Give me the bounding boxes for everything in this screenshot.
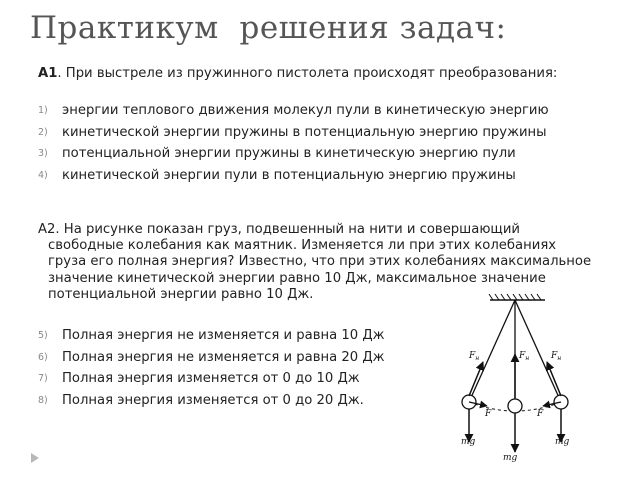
- question-a2-options: [38, 325, 385, 411]
- slide-title: Практикум решения задач:: [30, 10, 507, 46]
- option-number: 4): [38, 169, 48, 181]
- option-number: 1): [38, 105, 48, 116]
- option-3[interactable]: [38, 143, 549, 165]
- bob-center: [508, 399, 522, 413]
- option-1[interactable]: [38, 100, 549, 122]
- label-force-left: F: [485, 409, 492, 419]
- option-number: 8): [38, 394, 48, 406]
- option-text: Полная энергия изменяется от 0 до 20 Дж.: [62, 392, 364, 408]
- option-number: 6): [38, 351, 48, 363]
- label-gravity-left: mg: [461, 437, 476, 447]
- label-tension-right: $F_н$: [551, 351, 562, 362]
- question-a2: [38, 222, 598, 303]
- option-5[interactable]: [38, 325, 385, 347]
- option-text: Полная энергия не изменяется и равна 20 Дж: [62, 349, 385, 365]
- label-gravity-right: mg: [555, 437, 570, 447]
- option-2[interactable]: [38, 122, 549, 144]
- option-text: потенциальной энергии пружины в кинетическую энергию пули: [62, 146, 516, 161]
- question-a1-options: [38, 100, 549, 186]
- label-gravity-center: mg: [503, 453, 518, 462]
- question-a2-text: А2. На рисунке показан груз, подвешенный на нити и совершающий свободные колебания как маятник. Изменяется ли при этих колебаниях груза его полная энергия? Известно, что при этих колебаниях максимальное значение кинетической энергии равно 10 Дж, максимальное значение потенциальной энергии равно 10 Дж.: [38, 222, 592, 302]
- option-number: 5): [38, 330, 48, 341]
- label-tension-left: $F_н$: [469, 351, 480, 362]
- option-7[interactable]: [38, 368, 385, 390]
- question-a1: [38, 66, 557, 81]
- pendulum-figure: [455, 292, 605, 462]
- label-force-right: F: [537, 409, 544, 419]
- option-8[interactable]: [38, 390, 385, 412]
- option-4[interactable]: [38, 165, 549, 187]
- question-a1-text: . При выстреле из пружинного пистолета происходят преобразования:: [57, 66, 558, 81]
- option-number: 3): [38, 148, 48, 159]
- option-text: Полная энергия изменяется от 0 до 10 Дж: [62, 371, 360, 386]
- option-text: кинетической энергии пули в потенциальную энергию пружины: [62, 167, 516, 183]
- option-number: 2): [38, 126, 48, 138]
- option-text: энергии теплового движения молекул пули в кинетическую энергию: [62, 103, 549, 118]
- option-text: Полная энергия не изменяется и равна 10 Дж: [62, 328, 385, 343]
- option-text: кинетической энергии пружины в потенциальную энергию пружины: [62, 124, 547, 140]
- slide-nav-arrow-icon[interactable]: [30, 452, 40, 464]
- option-number: 7): [38, 373, 48, 384]
- question-a1-label: А1: [38, 66, 58, 81]
- label-tension-center: $F_н$: [519, 351, 530, 362]
- option-6[interactable]: [38, 347, 385, 369]
